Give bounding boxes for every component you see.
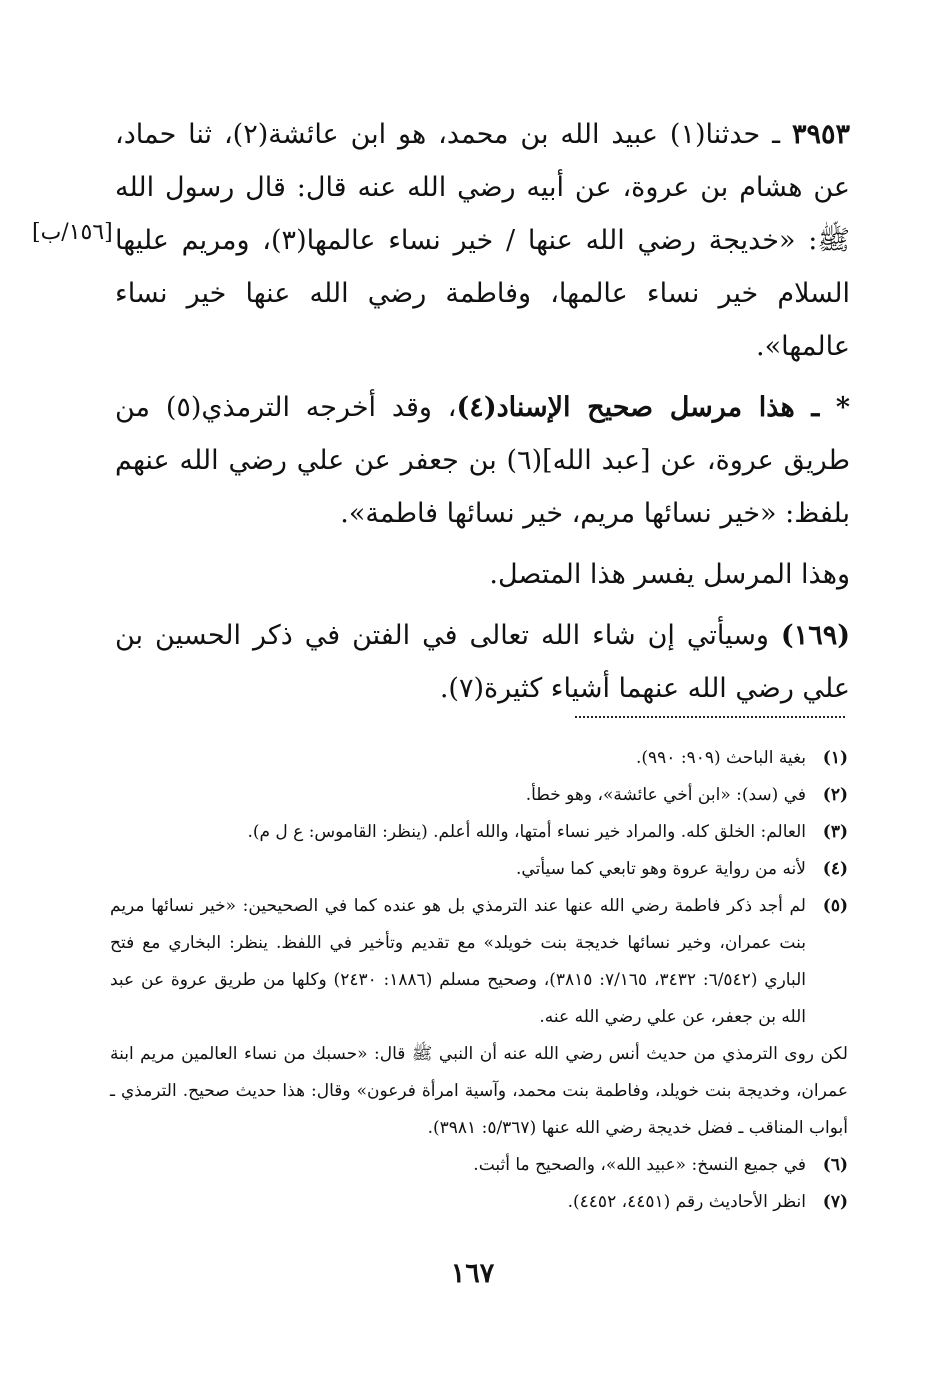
hadith-number: ٣٩٥٣ bbox=[791, 119, 850, 150]
footnote bbox=[110, 1184, 848, 1221]
footnote-text: في (سد): «ابن أخي عائشة»، وهو خطأ. bbox=[525, 785, 806, 805]
footnote bbox=[110, 888, 848, 1036]
footnote-number: (٢) bbox=[822, 785, 848, 805]
footnote-continuation bbox=[110, 1036, 848, 1147]
footnote bbox=[110, 740, 848, 777]
footnote bbox=[110, 851, 848, 888]
cross-reference-paragraph bbox=[115, 609, 850, 715]
footnotes bbox=[110, 740, 848, 1221]
footnote-number: (٤) bbox=[822, 859, 848, 879]
page-number: ١٦٧ bbox=[450, 1258, 495, 1289]
commentary-paragraph bbox=[115, 381, 850, 540]
hadith-paragraph bbox=[115, 108, 850, 373]
footnote-text: انظر الأحاديث رقم (٤٤٥١، ٤٤٥٢). bbox=[567, 1192, 806, 1212]
footnote bbox=[110, 1147, 848, 1184]
footnote-text: في جميع النسخ: «عبيد الله»، والصحيح ما أثبت. bbox=[473, 1155, 806, 1175]
cross-reference-number: (١٦٩) bbox=[780, 620, 850, 651]
footnote-text: لأنه من رواية عروة وهو تابعي كما سيأتي. bbox=[516, 859, 806, 879]
hadith-text: ـ حدثنا(١) عبيد الله بن محمد، هو ابن عائشة(٢)، ثنا حماد، عن هشام بن عروة، عن أبيه رضي الله عنه قال: قال رسول الله ﷺ: «خديجة رضي الله عنها / خير نساء عالمها(٣)، ومريم عليها السلام خير نساء عالمها، وفاطمة رضي الله عنها خير نساء عالمها». bbox=[115, 119, 850, 362]
footnote bbox=[110, 777, 848, 814]
footnote-number: (٥) bbox=[822, 896, 848, 916]
main-text bbox=[115, 108, 850, 715]
footnote-number: (٦) bbox=[822, 1155, 848, 1175]
commentary-heading: * ـ هذا مرسل صحيح الإسناد(٤) bbox=[456, 392, 850, 423]
footnote-text: لكن روى الترمذي من حديث أنس رضي الله عنه أن النبي ﷺ قال: «حسبك من نساء العالمين مريم ابنة عمران، وخديجة بنت خويلد، وفاطمة بنت محمد، وآسية امرأة فرعون» وقال: هذا حديث صحيح. الترمذي ـ أبواب المناقب ـ فضل خديجة رضي الله عنها (٥/٣٦٧: ٣٩٨١). bbox=[110, 1044, 848, 1138]
footnote-divider bbox=[575, 716, 845, 718]
manuscript-folio-marker: [١٥٦/ب] bbox=[32, 220, 113, 245]
footnote-text: بغية الباحث (٩٠٩: ٩٩٠). bbox=[635, 748, 806, 768]
commentary-text: ، وقد أخرجه الترمذي(٥) من طريق عروة، عن [عبد الله](٦) بن جعفر عن علي رضي الله عنهم بلفظ: «خير نسائها مريم، خير نسائها فاطمة». bbox=[115, 392, 850, 529]
footnote-text: العالم: الخلق كله. والمراد خير نساء أمتها، والله أعلم. (ينظر: القاموس: ع ل م). bbox=[247, 822, 806, 842]
footnote-text: لم أجد ذكر فاطمة رضي الله عنها عند الترمذي بل هو عنده كما في الصحيحين: «خير نسائها مريم بنت عمران، وخير نسائها خديجة بنت خويلد» مع تقديم وتأخير في اللفظ. ينظر: البخاري مع فتح الباري (٦/٥٤٢: ٣٤٣٢، ٧/١٦٥: ٣٨١٥)، وصحيح مسلم (١٨٨٦: ٢٤٣٠) وكلها من طريق عروة عن عبد الله بن جعفر، عن علي رضي الله عنه. bbox=[110, 896, 806, 1027]
footnote-number: (٣) bbox=[822, 822, 848, 842]
commentary-conclusion: وهذا المرسل يفسر هذا المتصل. bbox=[489, 559, 850, 590]
cross-reference-text: وسيأتي إن شاء الله تعالى في الفتن في ذكر الحسين بن علي رضي الله عنهما أشياء كثيرة(٧). bbox=[115, 620, 850, 704]
footnote bbox=[110, 814, 848, 851]
footnote-number: (٧) bbox=[822, 1192, 848, 1212]
footnote-number: (١) bbox=[822, 748, 848, 768]
